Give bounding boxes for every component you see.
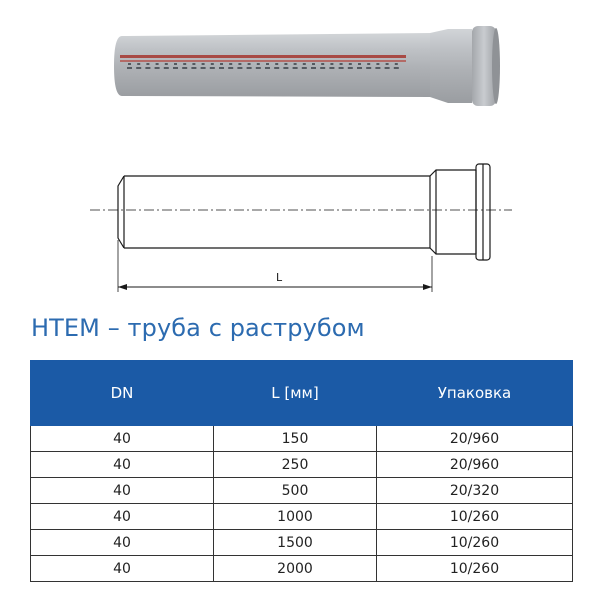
print-mark [330, 63, 333, 65]
print-mark [210, 67, 215, 69]
cell-length: 2000 [214, 556, 377, 582]
print-mark [145, 67, 150, 69]
print-mark [266, 63, 269, 65]
print-mark [339, 67, 344, 69]
print-mark [284, 63, 287, 65]
print-mark [385, 67, 390, 69]
cell-dn: 40 [31, 530, 214, 556]
cell-length: 150 [214, 426, 377, 452]
print-mark [146, 63, 149, 65]
print-mark [293, 67, 298, 69]
cell-packaging: 20/320 [377, 478, 573, 504]
print-mark [155, 67, 160, 69]
product-title: HTEM – труба с раструбом [31, 314, 365, 342]
dimension-label: L [276, 271, 283, 284]
print-mark [386, 63, 389, 65]
print-mark [238, 63, 241, 65]
print-mark [211, 63, 214, 65]
print-mark [201, 67, 206, 69]
print-mark [219, 67, 224, 69]
print-mark [257, 63, 260, 65]
table-row [31, 504, 573, 530]
pipe-technical-drawing [0, 140, 600, 310]
print-mark [127, 67, 132, 69]
print-mark [248, 63, 251, 65]
print-mark [228, 67, 233, 69]
cell-dn: 40 [31, 504, 214, 530]
print-mark [137, 63, 140, 65]
cell-length: 1000 [214, 504, 377, 530]
cell-dn: 40 [31, 452, 214, 478]
table-row [31, 426, 573, 452]
print-mark [312, 63, 315, 65]
print-mark [320, 67, 325, 69]
table-header-row [31, 361, 573, 426]
print-mark [348, 67, 353, 69]
print-mark [136, 67, 141, 69]
cell-packaging: 10/260 [377, 556, 573, 582]
spec-table [30, 360, 573, 582]
print-mark [256, 67, 261, 69]
cell-packaging: 10/260 [377, 530, 573, 556]
print-mark [173, 67, 178, 69]
print-mark [265, 67, 270, 69]
cell-packaging: 20/960 [377, 452, 573, 478]
print-mark [192, 63, 195, 65]
print-mark [294, 63, 297, 65]
print-mark [394, 67, 399, 69]
print-mark [237, 67, 242, 69]
print-mark [366, 67, 371, 69]
print-mark [349, 63, 352, 65]
print-mark [247, 67, 252, 69]
print-mark [229, 63, 232, 65]
print-mark [311, 67, 316, 69]
print-mark [302, 67, 307, 69]
pipe-photo [0, 0, 600, 130]
print-mark [395, 63, 398, 65]
print-mark [358, 63, 361, 65]
print-mark [202, 63, 205, 65]
print-mark [367, 63, 370, 65]
print-mark [165, 63, 168, 65]
print-mark [321, 63, 324, 65]
print-mark [375, 67, 380, 69]
print-mark [275, 63, 278, 65]
header-dn: DN [31, 361, 214, 426]
print-mark [283, 67, 288, 69]
print-mark [182, 67, 187, 69]
print-mark [274, 67, 279, 69]
print-mark [357, 67, 362, 69]
print-mark [191, 67, 196, 69]
print-mark [340, 63, 343, 65]
table-row [31, 556, 573, 582]
print-mark [164, 67, 169, 69]
table-row [31, 530, 573, 556]
print-mark [183, 63, 186, 65]
cell-packaging: 10/260 [377, 504, 573, 530]
cell-dn: 40 [31, 556, 214, 582]
print-mark [329, 67, 334, 69]
cell-length: 500 [214, 478, 377, 504]
print-mark [376, 63, 379, 65]
header-packaging: Упаковка [377, 361, 573, 426]
print-mark [174, 63, 177, 65]
table-row [31, 478, 573, 504]
table-row [31, 452, 573, 478]
cell-dn: 40 [31, 478, 214, 504]
print-mark [156, 63, 159, 65]
cell-length: 250 [214, 452, 377, 478]
header-length: L [мм] [214, 361, 377, 426]
cell-packaging: 20/960 [377, 426, 573, 452]
print-mark [220, 63, 223, 65]
cell-length: 1500 [214, 530, 377, 556]
cell-dn: 40 [31, 426, 214, 452]
print-mark [303, 63, 306, 65]
print-mark [128, 63, 131, 65]
